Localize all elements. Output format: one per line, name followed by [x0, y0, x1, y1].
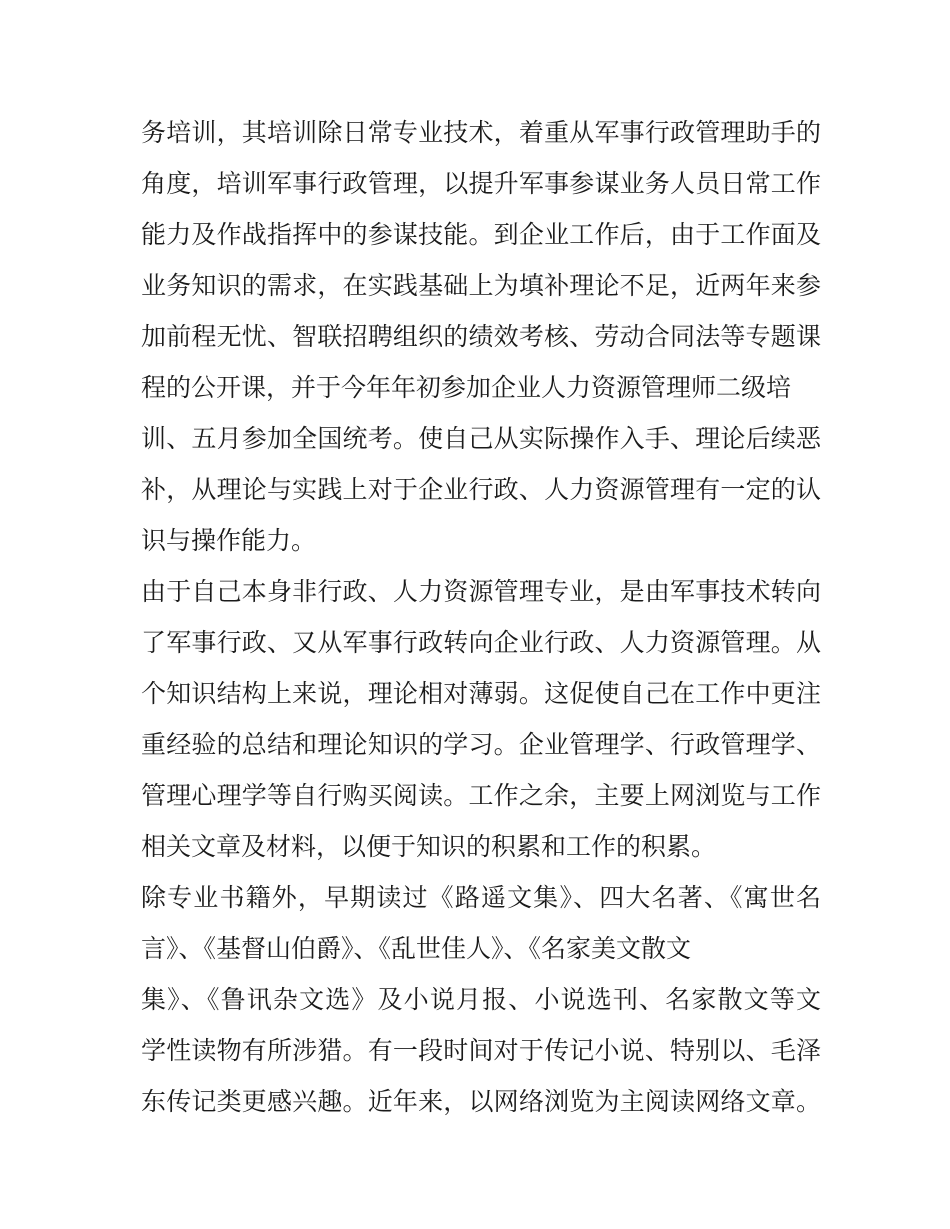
text-line: 重经验的总结和理论知识的学习。企业管理学、行政管理学、: [141, 730, 821, 759]
text-line: 管理心理学等自行购买阅读。工作之余，主要上网浏览与工作: [141, 781, 821, 810]
text-line: 言》、《基督山伯爵》、《乱世佳人》、《名家美文散文: [141, 934, 692, 963]
paragraph-3: [141, 872, 821, 1127]
text-line: 相关文章及材料，以便于知识的积累和工作的积累。: [141, 832, 717, 861]
text-line: 加前程无忧、智联招聘组织的绩效考核、劳动合同法等专题课: [141, 322, 821, 351]
text-line: 能力及作战指挥中的参谋技能。到企业工作后，由于工作面及: [141, 220, 821, 249]
text-line: 训、五月参加全国统考。使自己从实际操作入手、理论后续恶: [141, 424, 821, 453]
text-line: 补，从理论与实践上对于企业行政、人力资源管理有一定的认: [141, 475, 821, 504]
document-body: [141, 107, 821, 1127]
text-line: 由于自己本身非行政、人力资源管理专业，是由军事技术转向: [141, 577, 821, 606]
paragraph-1: [141, 107, 821, 566]
text-line: 角度，培训军事行政管理，以提升军事参谋业务人员日常工作: [141, 169, 821, 198]
text-line: 了军事行政、又从军事行政转向企业行政、人力资源管理。从: [141, 628, 821, 657]
text-line: 个知识结构上来说，理论相对薄弱。这促使自己在工作中更注: [141, 679, 821, 708]
text-line: 集》、《鲁讯杂文选》及小说月报、小说选刊、名家散文等文: [141, 985, 821, 1014]
text-line: 除专业书籍外，早期读过《路遥文集》、四大名著、《寓世名: [141, 883, 821, 912]
text-line: 务培训，其培训除日常专业技术，着重从军事行政管理助手的: [141, 118, 821, 147]
text-line: 业务知识的需求，在实践基础上为填补理论不足，近两年来参: [141, 271, 821, 300]
text-line: 程的公开课，并于今年年初参加企业人力资源管理师二级培: [141, 373, 792, 402]
text-line: 识与操作能力。: [141, 526, 317, 555]
paragraph-2: [141, 566, 821, 872]
text-line: 东传记类更感兴趣。近年来，以网络浏览为主阅读网络文章。: [141, 1087, 821, 1116]
text-line: 学性读物有所涉猎。有一段时间对于传记小说、特别以、毛泽: [141, 1036, 821, 1065]
